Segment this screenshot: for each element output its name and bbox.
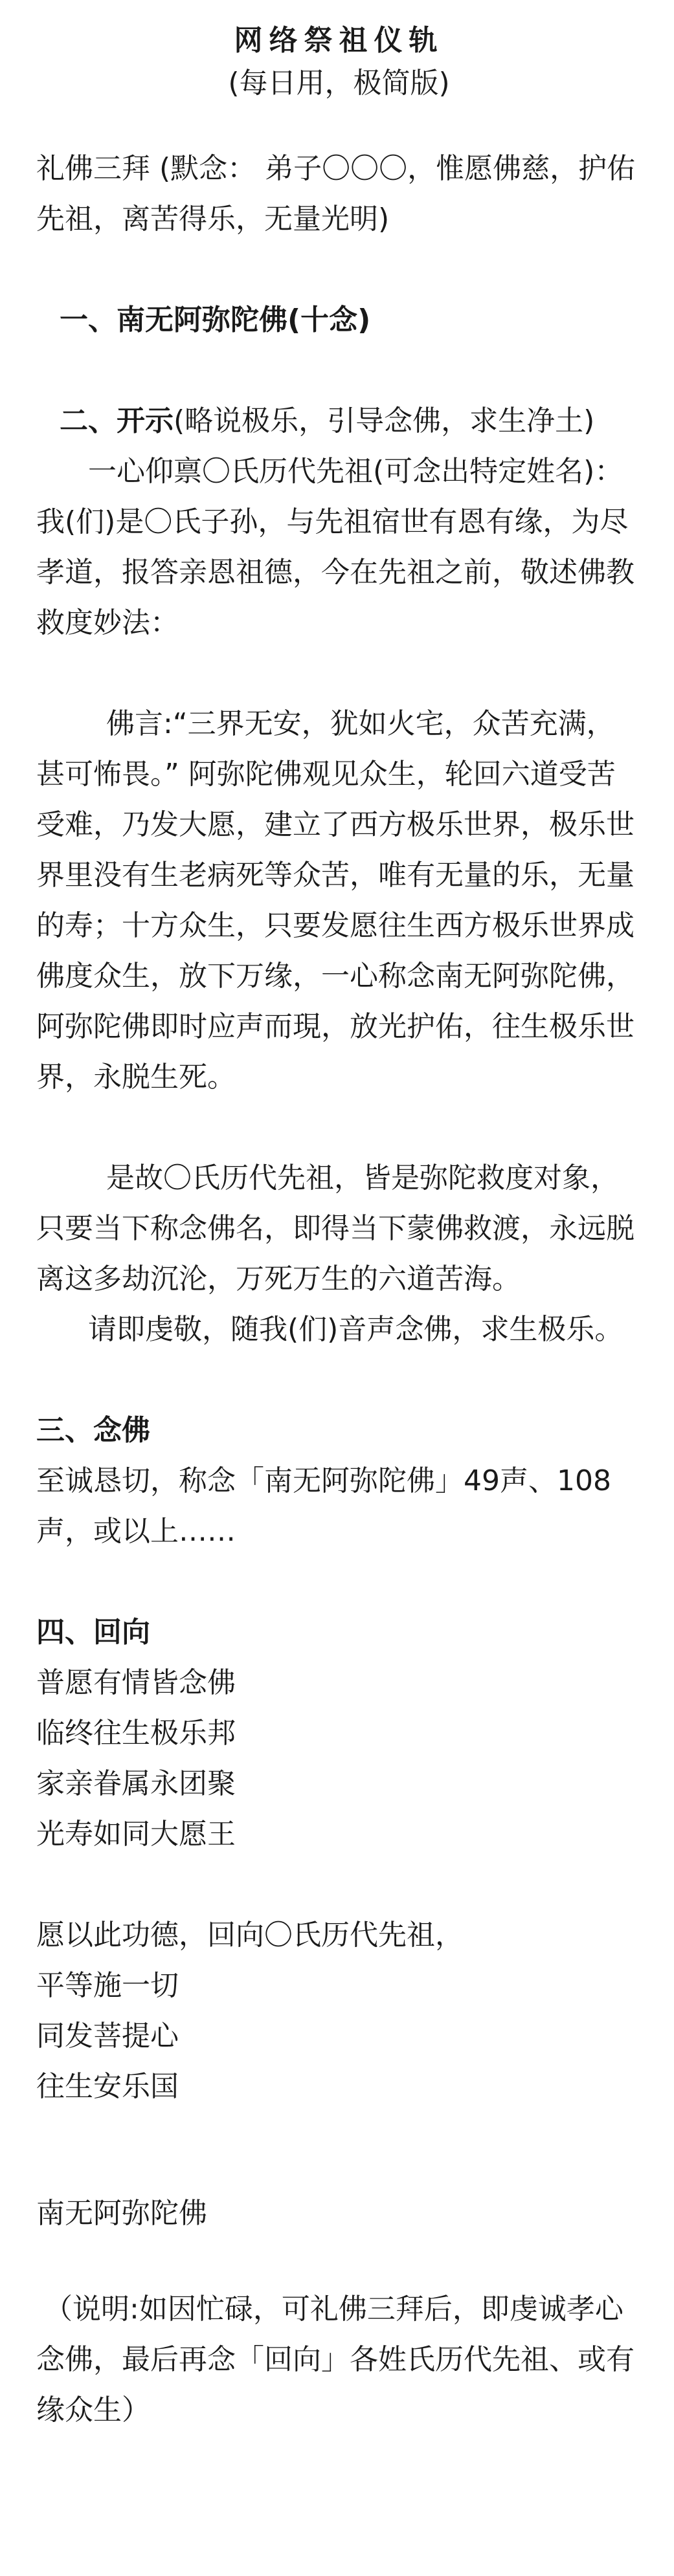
verse-line: 普愿有情皆念佛 [36,1666,236,1699]
dedication-line: 愿以此功德，回向〇氏历代先祖， [36,1919,464,1952]
section-2-paragraph-1: 一心仰禀〇氏历代先祖(可念出特定姓名)：我(们)是〇氏子孙，与先祖宿世有恩有缘，为尽孝道，报答亲恩祖德，今在先祖之前，敬述佛教救度妙法： [36,455,635,639]
section-2-heading-note: (略说极乐，引导念佛，求生净土) [174,404,595,437]
section-1-heading: 一、南无阿弥陀佛(十念) [60,303,371,336]
section-4-heading: 四、回向 [36,1616,150,1649]
closing-invocation: 南无阿弥陀佛 [36,2197,207,2230]
document-subtitle: (每日用，极简版) [228,67,450,100]
section-2-paragraph-3: 是故〇氏历代先祖，皆是弥陀救度对象，只要当下称念佛名，即得当下蒙佛救渡，永远脱离这多劫沉沦，万死万生的六道苦海。 [36,1161,635,1295]
section-2-heading: 二、开示 [60,404,174,437]
dedication-line: 往生安乐国 [36,2070,179,2103]
verse-line: 家亲眷属永团聚 [36,1767,236,1800]
section-3-body: 至诚恳切，称念「南无阿弥陀佛」49声、108声，或以上…… [36,1464,611,1548]
verse-line: 临终往生极乐邦 [36,1717,236,1750]
section-2-paragraph-2: 佛言:“三界无安，犹如火宅，众苦充满，甚可怖畏。” 阿弥陀佛观见众生，轮回六道受苦受难，乃发大愿，建立了西方极乐世界，极乐世界里没有生老病死等众苦，唯有无量的乐，无量的寿；十方众生，只要发愿往生西方极乐世界成佛度众生，放下万缘，一心称念南无阿弥陀佛，阿弥陀佛即时应声而現，放光护佑，往生极乐世界，永脱生死。 [36,707,635,1094]
document-title: 网络祭祖仪轨 [234,24,444,57]
section-3-heading: 三、念佛 [36,1414,150,1447]
section-2-heading-line [36,396,642,446]
explanatory-note: （说明:如因忙碌，可礼佛三拜后，即虔诚孝心念佛，最后再念「回向」各姓氏历代先祖、或有缘众生） [36,2293,635,2427]
section-2-paragraph-4: 请即虔敬，随我(们)音声念佛，求生极乐。 [88,1313,623,1346]
verse-line: 光寿如同大愿王 [36,1818,236,1851]
opening-bow: 礼佛三拜 (默念： 弟子〇〇〇，惟愿佛慈，护佑先祖，离苦得乐，无量光明) [36,152,636,236]
dedication-line: 平等施一切 [36,1969,179,2002]
dedication-line: 同发菩提心 [36,2020,179,2053]
